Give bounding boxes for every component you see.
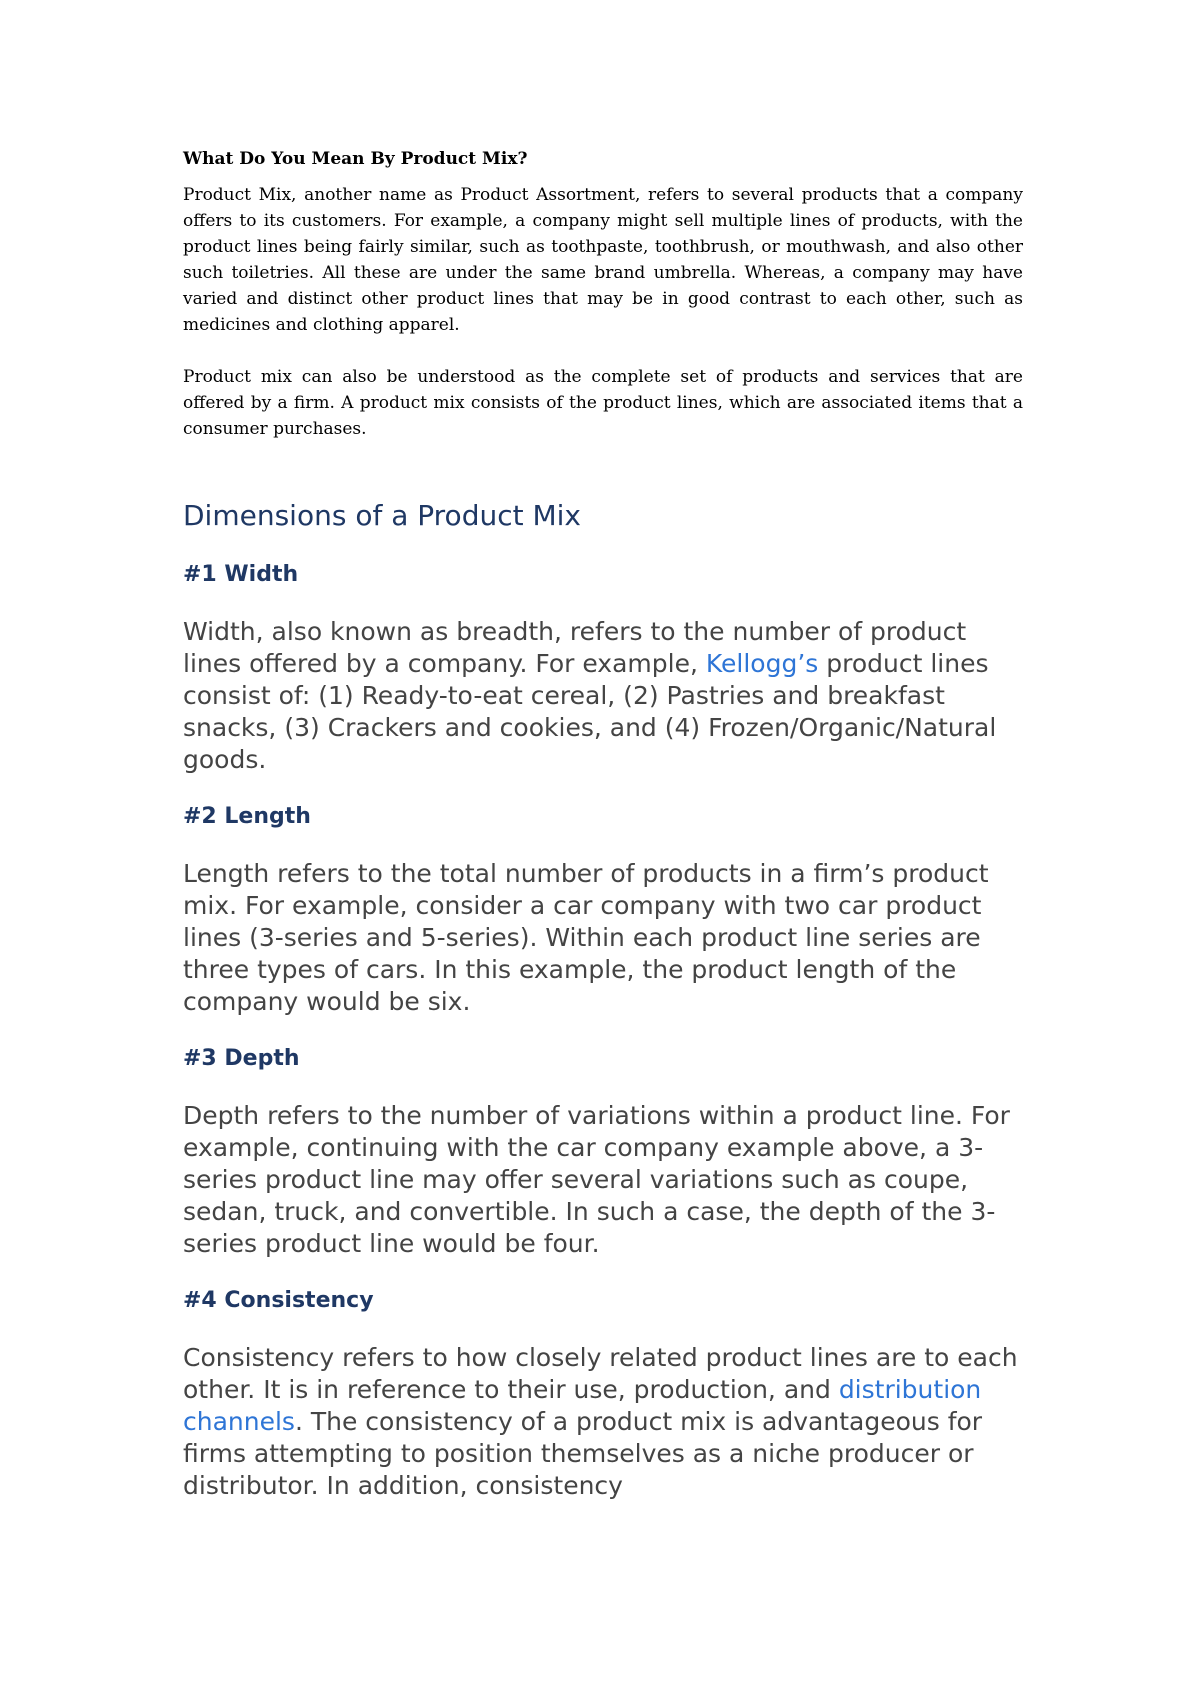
section-title: Dimensions of a Product Mix <box>183 499 581 532</box>
width-text-before: Width, also known as breadth, refers to the number of product lines offered by a company. For example, <box>183 617 967 678</box>
consistency-text-before: Consistency refers to how closely related product lines are to each other. It is in reference to their use, production, and <box>183 1343 1018 1404</box>
consistency-heading: #4 Consistency <box>183 1288 374 1313</box>
width-text-after: product lines consist of: (1) Ready-to-eat cereal, (2) Pastries and breakfast snacks, (3) Crackers and cookies, and (4) Frozen/Organic/Natural goods. <box>183 649 997 774</box>
width-paragraph <box>183 616 1023 776</box>
kelloggs-link[interactable]: Kellogg’s <box>705 649 819 678</box>
intro-paragraph-2: Product mix can also be understood as the complete set of products and services that are offered by a firm. A product mix consists of the product lines, which are associated items that a consumer purchases. <box>183 367 1023 439</box>
depth-paragraph: Depth refers to the number of variations within a product line. For example, continuing with the car company example above, a 3-series product line may offer several variations such as coupe, sedan, truck, and convertible. In such a case, the depth of the 3-series product line would be four. <box>183 1101 1010 1258</box>
length-heading: #2 Length <box>183 804 311 829</box>
consistency-text-after: . The consistency of a product mix is advantageous for firms attempting to position themselves as a niche producer or distributor. In addition, consistency <box>183 1407 983 1500</box>
document-content <box>183 146 1023 1502</box>
length-paragraph: Length refers to the total number of products in a firm’s product mix. For example, consider a car company with two car product lines (3-series and 5-series). Within each product line series are three types of cars. In this example, the product length of the company would be six. <box>183 859 989 1016</box>
consistency-paragraph <box>183 1342 1023 1502</box>
distribution-channels-link[interactable]: distribution channels <box>183 1375 982 1436</box>
width-heading: #1 Width <box>183 562 299 587</box>
depth-heading: #3 Depth <box>183 1046 300 1071</box>
intro-paragraph-1: Product Mix, another name as Product Assortment, refers to several products that a company offers to its customers. For example, a company might sell multiple lines of products, with the product lines being fairly similar, such as toothpaste, toothbrush, or mouthwash, and also other such toiletries. All these are under the same brand umbrella. Whereas, a company may have varied and distinct other product lines that may be in good contrast to each other, such as medicines and clothing apparel. <box>183 185 1023 335</box>
intro-heading: What Do You Mean By Product Mix? <box>183 149 528 169</box>
